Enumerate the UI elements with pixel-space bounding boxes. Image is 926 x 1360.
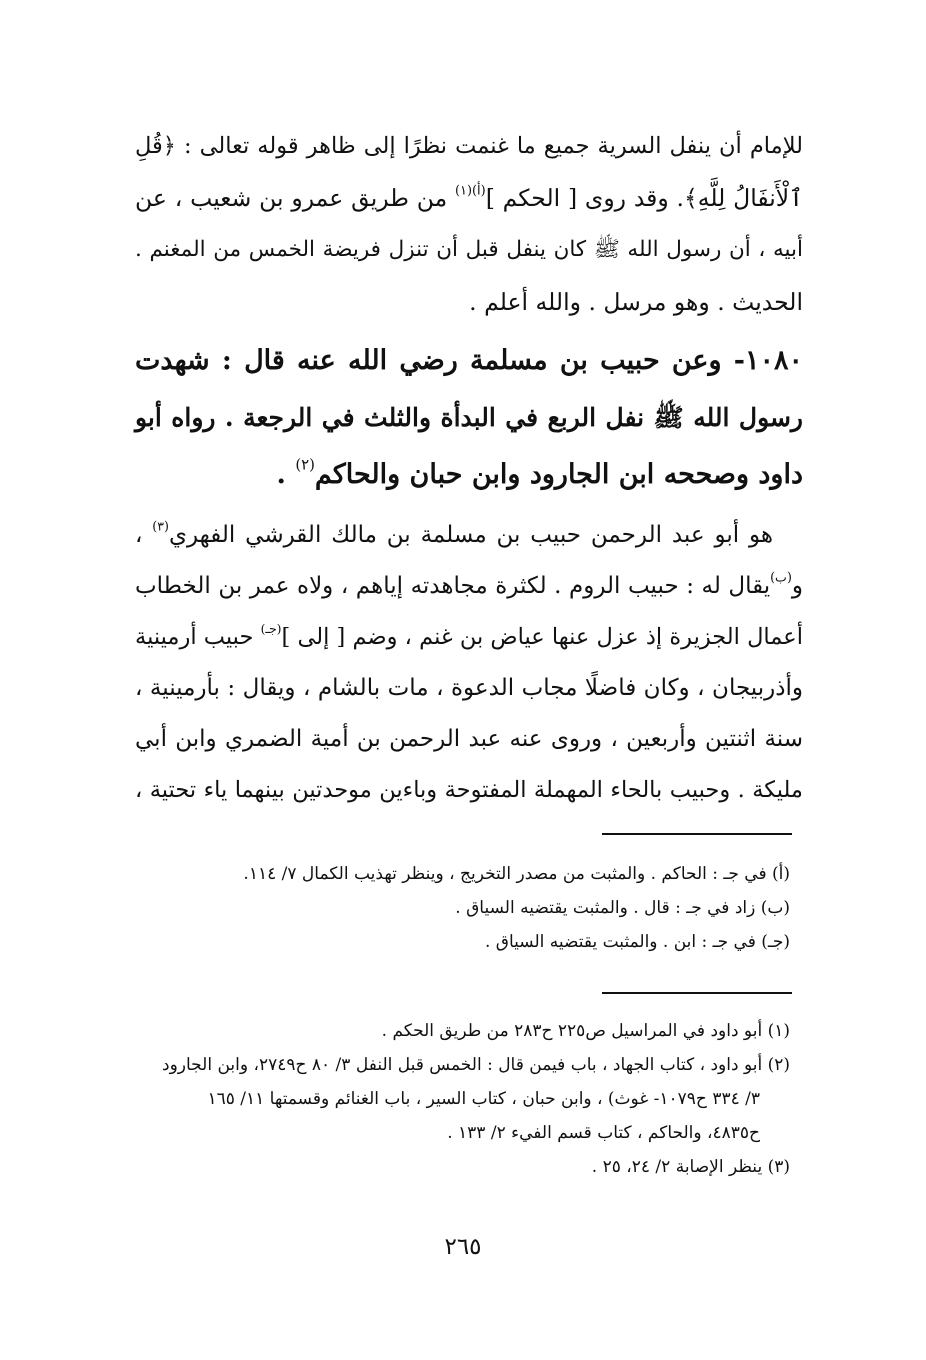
footnote-marker: (أ)(١) [455,183,486,199]
text-segment: و [791,573,803,599]
text-line [135,510,803,561]
reference-note: (٢) أبو داود ، كتاب الجهاد ، باب فيمن قال : الخمس قبل النفل ٣/ ٨٠ ح٢٧٤٩، وابن الجارود [162,1055,790,1075]
reference-note-continuation: ٣/ ٣٣٤ ح١٠٧٩- غوث) ، وابن حبان ، كتاب السير ، باب الغنائم وقسمتها ١١/ ١٦٥ [207,1089,760,1109]
text-line: وأذربيجان ، وكان فاضلًا مجاب الدعوة ، مات بالشام ، ويقال : بأرمينية ، [135,675,803,701]
text-line: للإمام أن ينفل السرية جميع ما غنمت نظرًا إلى ظاهر قوله تعالى : ﴿قُلِ [135,133,803,159]
footnote-divider [602,992,792,994]
variant-footnotes [200,857,790,959]
text-segment: حبيب أرمينية [135,624,261,650]
footnote-marker: (٣) [152,518,169,534]
variant-note: (أ) في جـ : الحاكم . والمثبت من مصدر التخريج ، وينظر تهذيب الكمال ٧/ ١١٤. [243,864,790,884]
hadith-line: ١٠٨٠- وعن حبيب بن مسلمة رضي الله عنه قال : شهدت [135,345,803,376]
text-segment: . [276,459,296,490]
reference-note-continuation: ح٤٨٣٥، والحاكم ، كتاب قسم الفيء ٢/ ١٣٣ . [447,1123,760,1143]
text-segment: هو أبو عبد الرحمن حبيب بن مسلمة بن مالك القرشي الفهري [168,522,774,548]
text-segment: داود وصححه ابن الجارود وابن حبان والحاكم [314,459,803,490]
reference-note: (٣) ينظر الإصابة ٢/ ٢٤، ٢٥ . [591,1157,790,1177]
text-line: الحديث . وهو مرسل . والله أعلم . [469,288,803,316]
variant-note: (ب) زاد في جـ : قال . والمثبت يقتضيه السياق . [455,898,790,918]
text-line: مليكة . وحبيب بالحاء المهملة المفتوحة وباءين موحدتين بينهما ياء تحتية ، [135,777,803,803]
text-segment: يقال له : حبيب الروم . لكثرة مجاهدته إياهم ، ولاه عمر بن الخطاب [135,573,771,599]
page-number: ٢٦٥ [444,1234,482,1260]
hadith-paragraph [135,332,803,503]
reference-footnotes [125,1014,790,1184]
text-segment: ، [135,522,153,548]
hadith-line: رسول الله ﷺ نفل الربع في البدأة والثلث في الرجعة . رواه أبو [135,403,803,432]
reference-note: (١) أبو داود في المراسيل ص٢٢٥ ح٢٨٣ من طريق الحكم . [381,1021,790,1041]
text-segment: من طريق عمرو بن شعيب ، عن [135,184,455,212]
text-line [135,561,803,612]
footnote-marker: (جـ) [260,621,282,636]
text-line: سنة اثنتين وأربعين ، وروى عنه عبد الرحمن بن أمية الضمري وابن أبي [135,726,803,752]
variant-note: (جـ) في جـ : ابن . والمثبت يقتضيه السياق . [484,932,790,952]
text-line [135,612,803,663]
text-line [135,172,803,224]
text-segment: أعمال الجزيرة إذ عزل عنها عياض بن غنم ، وضم [ إلى ] [281,624,803,650]
text-segment: ٱلْأَنفَالُ لِلَّهِ﴾. وقد روى [ الحكم ] [485,184,803,212]
commentary-paragraph [135,120,803,328]
footnote-marker: (٢) [295,455,315,474]
biography-paragraph [135,510,803,816]
footnote-divider [602,833,792,835]
hadith-line [135,446,803,503]
text-line: أبيه ، أن رسول الله ﷺ كان ينفل قبل أن تنزل فريضة الخمس من المغنم . [135,237,803,262]
footnote-marker: (ب) [770,569,792,585]
